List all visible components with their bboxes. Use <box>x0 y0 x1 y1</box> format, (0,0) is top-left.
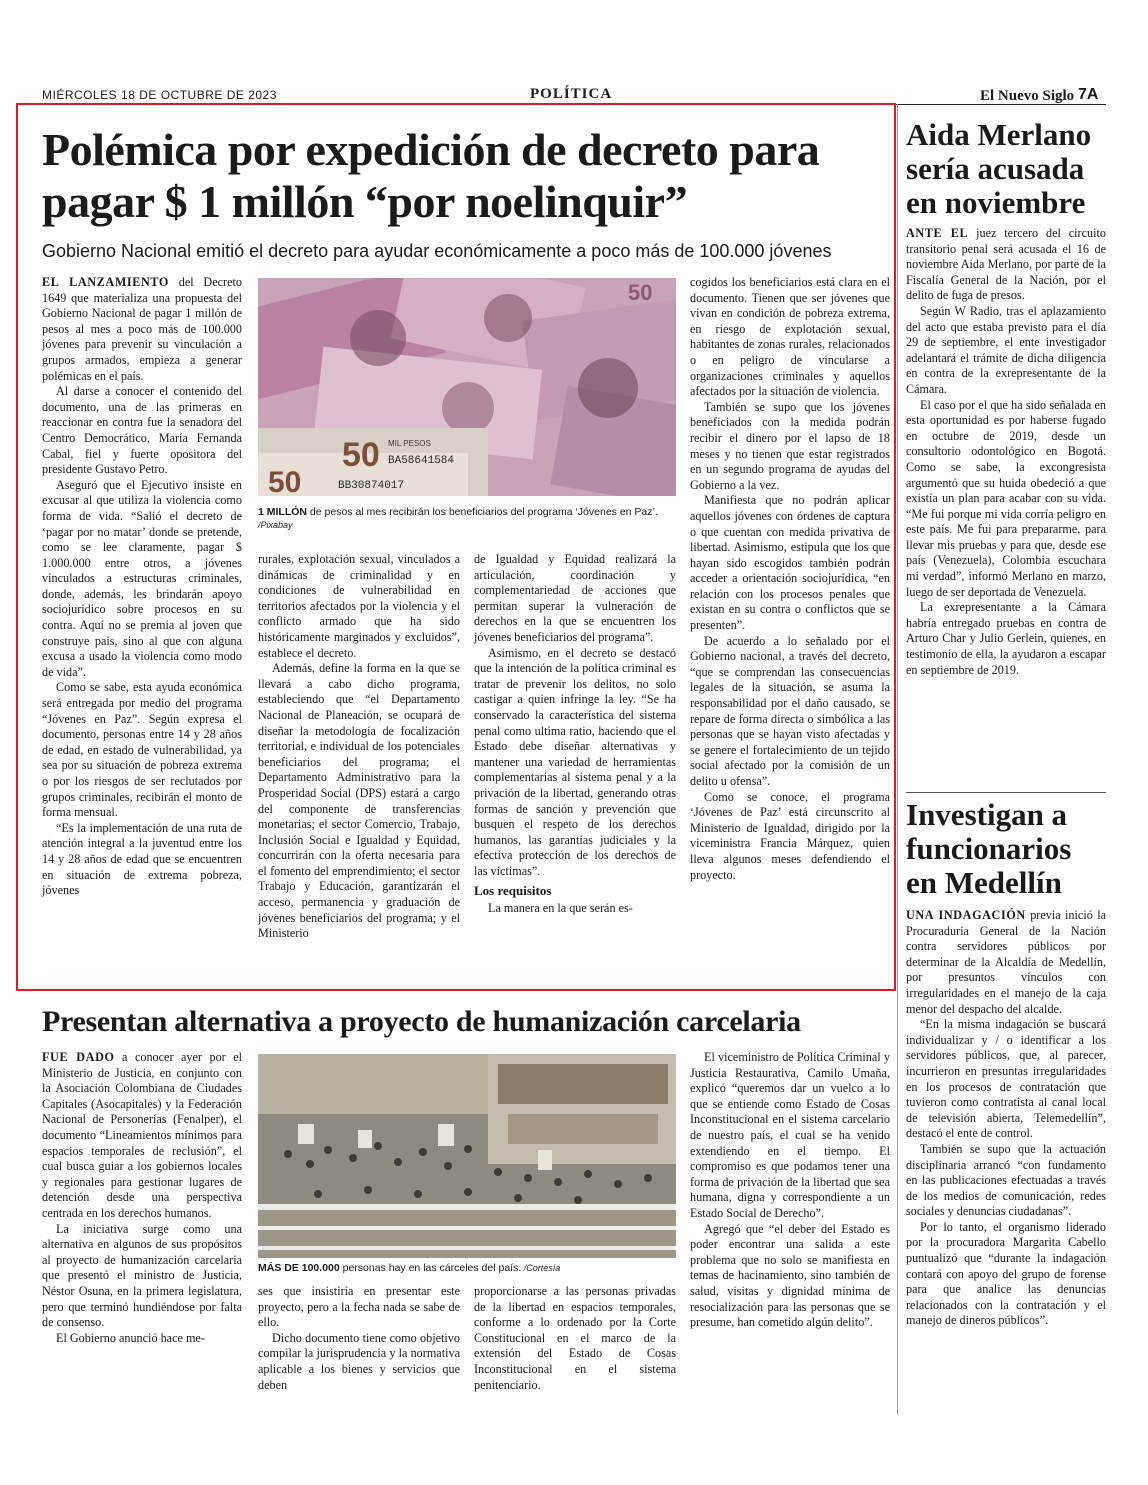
paragraph-text: Aseguró que el Ejecutivo insiste en excusar al que utiliza la violencia como forma de vida. “Salió el decreto de ‘pagar por no matar’ donde se pretende, como se lee claramente, pagar $ 1.000.000 entre otros, a jóvenes vinculados a estructuras criminales, donde, además, les brindarán apoyo sociojurídico sobre procesos en su contra. Aquí no se premia al joven que construye país, sino al que con alguna excusa a usado la violencia como modo de vida”. <box>42 477 242 679</box>
paragraph <box>906 1220 1106 1329</box>
paragraph <box>690 634 890 790</box>
paragraph-text: La exrepresentante a la Cámara habría entregado pruebas en contra de Arturo Char y Julio Gerlein, quienes, en testimonio de ella, la ayudaron a escapar en septiembre de 2019. <box>906 600 1106 677</box>
banknotes-photo <box>258 278 676 496</box>
paragraph <box>258 552 460 661</box>
banknote-value: 50 <box>342 436 380 474</box>
lead-in: UNA INDAGACIÓN <box>906 908 1026 922</box>
main-column-1 <box>42 275 242 899</box>
paragraph <box>258 1331 460 1393</box>
paragraph-text: Al darse a conocer el contenido del documento, una de las primeras en reaccionar en contra fue la senadora del Centro Democrático, María Fernanda Cabal, fiel y fuerte opositora del presidente Gustavo Petro. <box>42 384 242 477</box>
paragraph-text: ses que insistiría en presentar este proyecto, pero a la fecha nada se sabe de ello. <box>258 1284 460 1330</box>
paragraph-text: Como se conoce, el programa ‘Jóvenes de Paz’ está circunscrito al Ministerio de Igualdad, dirigido por la viceministra Francia Márquez, quien lleva algunos meses defendiendo el proyecto. <box>690 789 890 882</box>
paragraph-text: El caso por el que ha sido señalada en esta oportunidad es por haberse fugado en octubre de 2019, desde un consultorio odontológico en Bogotá. Como se sabe, la excongresista argumentó que su huida obedeció a que existía un plan para acabar con su vida. “Me fui porque mi vida corría peligro en este país. Me fui para prepararme, para llevar mis pruebas y para que, desde ese país (Venezuela), Colombia escuchara mi verdad”, informó Merlano en marzo, luego de ser deportada de Venezuela. <box>906 397 1106 599</box>
prison-photo <box>258 1054 676 1258</box>
paragraph <box>690 790 890 884</box>
paragraph-text: cogidos los beneficiarios está clara en el documento. Tienen que ser jóvenes que vivan en condición de pobreza extrema, en riesgo de explotación sexual, habitantes de zonas rurales, relacionados o en peligro de vincularse a organizaciones criminales y aquellos afectados por la situación de violencia. <box>690 275 890 399</box>
main-photo-caption <box>258 506 676 532</box>
paragraph <box>690 493 890 633</box>
paragraph <box>474 646 676 880</box>
lead-in: ANTE EL <box>906 226 969 240</box>
paragraph <box>42 384 242 478</box>
sidebar1-body <box>906 226 1106 678</box>
paragraph <box>474 1284 676 1393</box>
caption-lead: 1 MILLÓN <box>258 506 307 518</box>
banknote-value-2: 50 <box>268 466 302 496</box>
paragraph <box>42 1050 242 1222</box>
subheading: Los requisitos <box>474 883 552 899</box>
paragraph-text: Manifiesta que no podrán aplicar aquellos jóvenes con órdenes de captura o que cuentan con medida privativa de libertad. Asimismo, estipula que los que hayan sido escogidos también podrán acceder a orientación sociojurídica, “en relación con los procesos penales que existan en su contra o conflictos que se presenten”. <box>690 493 890 633</box>
main-subhead: Gobierno Nacional emitió el decreto para ayudar económicamente a poco más de 100.000 jóvenes <box>42 241 832 261</box>
page-number: 7A <box>1078 86 1099 103</box>
paragraph-text: de Igualdad y Equidad realizará la articulación, coordinación y complementariedad de acciones que permitan superar la vulneración de derechos en la que se encuentren los jóvenes beneficiarios del programa”. <box>474 552 676 644</box>
banknote-label: MIL PESOS <box>388 439 431 448</box>
paragraph-text: Por lo tanto, el organismo liderado por la procuradora Margarita Cabello puntualizó que “durante la indagación contará con apoyo del grupo de forense para que analice las denuncias relacionados con la contratación y el manejo de dineros públicos”. <box>906 1219 1106 1328</box>
section-name: POLÍTICA <box>530 86 613 102</box>
banknote-serial-2: BB30874017 <box>338 480 405 492</box>
paragraph <box>906 226 1106 304</box>
paragraph <box>906 398 1106 601</box>
paragraph <box>42 680 242 820</box>
lead-in: EL LANZAMIENTO <box>42 275 169 289</box>
paragraph <box>258 661 460 942</box>
prison-yard-image <box>258 1054 676 1258</box>
paragraph-text: También se supo que los jóvenes beneficiados con la medida podrán recibir el dinero por el lapso de 18 meses y no tienen que estar registrados en un segundo programa de ayudas del Gobierno a la vez. <box>690 399 890 492</box>
lead-in: FUE DADO <box>42 1050 115 1064</box>
paragraph <box>474 552 676 646</box>
paragraph <box>42 275 242 384</box>
paragraph <box>906 304 1106 398</box>
photo-credit-2: /Cortesía <box>521 1263 561 1273</box>
paragraph-text: También se supo que la actuación disciplinaria arrancó “con fundamento en las publicaciones efectuadas a través de los medios de comunicación, redes sociales y denuncias ciudadanas”. <box>906 1141 1106 1219</box>
second-photo-caption <box>258 1262 676 1275</box>
second-column-2 <box>258 1284 460 1393</box>
second-column-3 <box>474 1284 676 1393</box>
paragraph-text: proporcionarse a las personas privadas de la libertad en espacios temporales, conforme a lo ordenado por la Corte Constitucional en el marco de la extensión del Estado de Cosas Inconstitucional en el sistema penitenciario. <box>474 1284 676 1392</box>
paragraph-text: La manera en la que serán es- <box>488 901 633 916</box>
paragraph-text: del Decreto 1649 que materializa una propuesta del Gobierno Nacional de pagar 1 millón de pesos al mes a poco más de 100.000 jóvenes para prevenir su vinculación a grupos armados, empieza a generar polémicas en el país. <box>42 275 242 383</box>
paragraph <box>690 275 890 400</box>
caption-text: de pesos al mes recibirán los beneficiarios del programa ‘Jóvenes en Paz’. <box>307 506 658 518</box>
paragraph-text: rurales, explotación sexual, vinculados a dinámicas de criminalidad y en condiciones de vulnerabilidad en territorios afectados por la violencia y el conflicto armado que ha sido históricamente marginados y excluidos”, establece el decreto. <box>258 552 460 660</box>
sidebar-divider <box>897 104 898 1414</box>
paragraph-text: previa inició la Procuraduría General de la Nación contra servidores públicos por determinar de la Alcaldía de Medellín, por presuntos vínculos con irregularidades en el manejo de la caja menor del despacho del alcalde. <box>906 908 1106 1016</box>
paragraph <box>474 901 676 917</box>
main-headline: Polémica por expedición de decreto para pagar $ 1 millón “por noelinquir” <box>42 124 820 227</box>
sidebar-rule <box>906 792 1106 793</box>
paragraph <box>42 1222 242 1331</box>
paragraph-text: Asimismo, en el decreto se destacó que la intención de la política criminal es tratar de prevenir los delitos, no solo castigar a quien infringe la ley. “Se ha conservado la característica del sistema penal como ultima ratio, haciendo que el Estado debe diseñar alternativas y mantener una variedad de herramientas complementarias al sistema penal y a la privación de la libertad, generando otras formas de sanción y prevención que busquen el respeto de los derechos humanos, las garantías judiciales y la efectiva protección de los derechos de las víctimas”. <box>474 645 676 878</box>
paragraph <box>42 1331 242 1347</box>
paragraph <box>906 1017 1106 1142</box>
paragraph-text: Agregó que “el deber del Estado es poder encontrar una salida a este problema que no solo se manifiesta en temas de hacinamiento, sino también de salud, visitas y dignidad mínima de resocialización para las personas que se presume, han cometido algún delito”. <box>690 1221 890 1330</box>
paragraph <box>906 908 1106 1017</box>
paragraph-text: De acuerdo a lo señalado por el Gobierno nacional, a través del decreto, “que se comprendan las consecuencias legales de la situación, se asuma la responsabilidad por el daño causado, se repare de forma directa o simbólica a las personas que se hayan visto afectadas y se genere el fortalecimiento de un tejido social afectado por la comisión de un delito u ofensa”. <box>690 633 890 788</box>
main-column-2 <box>258 552 460 942</box>
main-column-4 <box>690 275 890 883</box>
banknote-serial-1: BA58641584 <box>388 455 455 467</box>
main-column-3 <box>474 552 676 917</box>
banknote-corner: 50 <box>628 280 653 305</box>
caption-lead-2: MÁS DE 100.000 <box>258 1262 340 1274</box>
paragraph <box>258 1284 460 1331</box>
paragraph <box>690 1222 890 1331</box>
paragraph-text: a conocer ayer por el Ministerio de Justicia, en conjunto con la Asociación Colombiana de Ciudades Capitales (Asocapitales) y la Federación Nacional de Personerías (Fenalper), el documento “Lineamientos mínimos para espacios temporales de reclusión”, el cual busca guiar a los gobiernos locales y regionales para gestionar lugares de detención desde una perspectiva centrada en los derechos humanos. <box>42 1050 243 1220</box>
second-column-1 <box>42 1050 242 1346</box>
paragraph-text: El Gobierno anunció hace me- <box>56 1330 205 1345</box>
photo-credit: /Pixabay <box>258 520 293 530</box>
banknotes-image <box>258 278 676 496</box>
paragraph <box>42 821 242 899</box>
paragraph-text: El viceministro de Política Criminal y Justicia Restaurativa, Camilo Umaña, explicó “queremos dar un vuelco a lo que se entiende como Estado de Cosas Inconstitucional en el sistema carcelario de nuestro país, el cual se ha venido extendiendo en el tiempo. El compromiso es que podamos tener una forma de privación de la libertad que sea humana, digna y correspondiente a un Estado Social de Derecho”. <box>690 1050 890 1220</box>
newspaper-name: El Nuevo Siglo <box>980 88 1075 104</box>
paragraph <box>42 478 242 681</box>
sidebar1-headline: Aida Merlano sería acusada en noviembre <box>906 117 1092 220</box>
paragraph-text: Según W Radio, tras el aplazamiento del acto que estaba previsto para el día 29 de septiembre, el ente investigador adelantará el trámite de dicha diligencia en contra de la exrepresentante de la Cámara. <box>906 303 1106 396</box>
paragraph-text: “Es la implementación de una ruta de atención integral a la juventud entre los 14 y 28 años de edad que se encuentren en situación de extrema pobreza, jóvenes <box>42 820 242 898</box>
issue-date: MIÉRCOLES 18 DE OCTUBRE DE 2023 <box>42 88 277 102</box>
paragraph <box>906 600 1106 678</box>
paragraph-text: La iniciativa surge como una alternativa en algunos de sus propósitos al proyecto de humanización carcelaria que presentó el ministro de Justicia, Néstor Osuna, en la primera legislatura, pero que terminó hundiéndose por falta de consenso. <box>42 1221 242 1330</box>
second-headline: Presentan alternativa a proyecto de humanización carcelaria <box>42 1005 801 1038</box>
paragraph-text: Dicho documento tiene como objetivo compilar la jurisprudencia y la normativa aplicable a los bienes y servicios que deben <box>258 1330 460 1392</box>
sidebar2-body <box>906 908 1106 1329</box>
paragraph-text: “En la misma indagación se buscará individualizar y / o identificar a los servidores públicos, que, al parecer, incurrieron en presuntas irregularidades en los procesos de contratación que tuvieron como contratista al canal local de televisión abierta, Telemedellín”, destacó el ente de control. <box>906 1017 1106 1141</box>
second-column-4 <box>690 1050 890 1331</box>
paragraph <box>690 1050 890 1222</box>
paragraph-text: Además, define la forma en la que se llevará a cabo dicho programa, estableciendo que “el Departamento Nacional de Planeación, se ocupará de diseñar la metodología de focalización territorial, e individual de los potenciales beneficiarios del programa; el Departamento Administrativo para la Prosperidad Social (DPS) estará a cargo del componente de transferencias monetarias; el sector Comercio, Trabajo, Inclusión Social e Igualdad y Equidad, concurrirán con la oferta necesaria para el fomento del emprendimiento; el sector Trabajo y Educación, garantizarán el acceso, permanencia y graduación de jóvenes beneficiarios del programa; y el Ministerio <box>258 661 460 941</box>
caption-text-2: personas hay en las cárceles del país. <box>339 1262 522 1274</box>
paragraph <box>690 400 890 494</box>
paragraph-text: juez tercero del circuito transitorio penal será acusada el 16 de noviembre Aida Merlano, por parte de la Fiscalía General de la Nación, por el delito de fuga de presos. <box>906 226 1106 303</box>
paragraph <box>906 1142 1106 1220</box>
paragraph-text: Como se sabe, esta ayuda económica será entregada por medio del programa “Jóvenes en Paz”. Según expresa el documento, personas entre 14 y 28 años de edad, en estado de vulnerabilidad, ya sea por su situación de pobreza extrema o por los riesgos de ser reclutados por grupos criminales, recibirán el monto de forma mensual. <box>42 680 242 820</box>
sidebar2-headline: Investigan a funcionarios en Medellín <box>906 797 1072 900</box>
